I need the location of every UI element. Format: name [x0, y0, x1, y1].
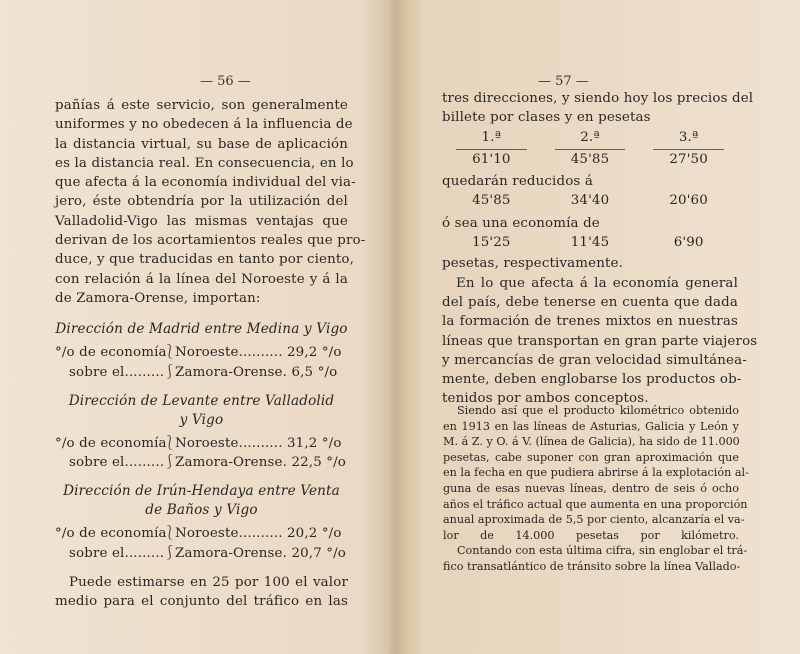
text-line: tres direcciones, y siendo hoy los precios del: [442, 91, 754, 106]
section-heading-levante: [55, 392, 348, 430]
brace-mark: ⎱: [163, 345, 177, 361]
economy-label: sobre el.........: [69, 364, 165, 380]
text-line: quedarán reducidos á: [442, 174, 593, 190]
section-heading-madrid: [55, 320, 348, 339]
savings-row: [442, 233, 738, 252]
footnote: [443, 403, 749, 575]
brace-mark: ⎱: [163, 526, 177, 542]
economy-block-irun: [55, 524, 348, 563]
note-line: en 1913 en las líneas de Asturias, Galicia y León y: [443, 419, 739, 433]
text-line: líneas que transportan en gran parte viajeros: [442, 333, 758, 349]
right-page: [400, 0, 800, 654]
section-heading-irun: [55, 482, 348, 520]
text-line: de Zamora-Orense, importan:: [55, 290, 261, 306]
economy-value: Noroeste.......... 31,2 °/o: [175, 435, 342, 451]
text-line: la distancia virtual, su base de aplicación: [55, 136, 348, 152]
heading-line: Dirección de Madrid entre Medina y Vigo: [55, 321, 348, 338]
closing-paragraph: [55, 573, 348, 612]
reduced-price: 34'40: [570, 193, 610, 209]
economy-block-levante: [55, 434, 348, 473]
reduced-price: 20'60: [669, 193, 708, 209]
page-number-right: — 57 —: [538, 74, 589, 89]
brace-mark: ⎰: [163, 364, 177, 380]
economy-label: sobre el.........: [69, 455, 165, 471]
economy-label: °/o de economía: [55, 435, 167, 451]
right-page-body: [442, 89, 758, 409]
text-line: duce, y que traducidas en tanto por ciento,: [55, 252, 355, 268]
brace-mark: ⎰: [163, 455, 177, 471]
class-header: 1.ª: [481, 129, 502, 145]
heading-line: de Baños y Vigo: [145, 502, 258, 519]
text-line: es la distancia real. En consecuencia, en lo: [55, 155, 354, 171]
saving-value: 15'25: [472, 235, 511, 251]
text-line: jero, éste obtendría por la utilización del: [55, 194, 348, 210]
current-price: 45'85: [570, 151, 610, 167]
economy-value: Noroeste.......... 20,2 °/o: [175, 526, 342, 542]
heading-line: Dirección de Irún-Hendaya entre Venta: [63, 483, 340, 500]
economy-label: sobre el.........: [69, 545, 165, 561]
text-line: Puede estimarse en 25 por 100 el valor: [69, 575, 348, 591]
heading-line: Dirección de Levante entre Valladolid: [68, 392, 335, 409]
text-line: Valladolid-Vigo las mismas ventajas que: [55, 213, 348, 229]
text-line: mente, deben englobarse los productos ob-: [442, 372, 742, 388]
text-line: ó sea una economía de: [442, 215, 600, 231]
note-line: Contando con esta última cifra, sin englobar el trá-: [457, 544, 748, 558]
reduced-price: 45'85: [472, 193, 511, 209]
text-line: tenidos por ambos conceptos.: [442, 391, 649, 407]
note-line: en la fecha en que pudiera abrirse á la explotación al-: [443, 466, 749, 480]
current-price: 27'50: [669, 151, 708, 167]
current-price: 61'10: [472, 151, 511, 167]
economy-block-madrid: [55, 343, 348, 382]
text-line: que afecta á la economía individual del via-: [55, 175, 356, 191]
saving-value: 6'90: [673, 235, 704, 251]
note-line: pesetas, cabe suponer con gran aproximación que: [443, 450, 739, 464]
text-line: uniformes y no obedecen á la influencia de: [55, 117, 353, 133]
text-line: la formación de trenes mixtos en nuestras: [442, 314, 738, 330]
saving-value: 11'45: [570, 235, 610, 251]
brace-mark: ⎱: [163, 435, 177, 451]
class-header: 2.ª: [580, 129, 600, 145]
note-line: guna de esas nuevas líneas, dentro de seis ó ocho: [443, 481, 739, 495]
reduced-price-row: [442, 191, 738, 210]
economy-value: Noroeste.......... 29,2 °/o: [175, 345, 342, 361]
text-line: En lo que afecta á la economía general: [456, 275, 738, 291]
economy-value: Zamora-Orense. 6,5 °/o: [175, 364, 338, 380]
text-line: billete por clases y en pesetas: [442, 110, 651, 126]
brace-mark: ⎰: [163, 545, 177, 561]
text-line: con relación á la línea del Noroeste y á la: [55, 271, 348, 287]
text-line: pañías á este servicio, son generalmente: [55, 98, 348, 113]
economy-value: Zamora-Orense. 20,7 °/o: [175, 545, 346, 561]
note-line: anual aproximada de 5,5 por ciento, alcanzaría el va-: [443, 513, 745, 527]
price-table: [442, 128, 738, 170]
left-page: [0, 0, 392, 654]
note-line: M. á Z. y O. á V. (línea de Galicia), ha sido de 11.000: [443, 435, 740, 449]
left-page-body: [55, 96, 366, 612]
page-number-left: — 56 —: [200, 74, 251, 89]
text-line: del país, debe tenerse en cuenta que dada: [442, 294, 738, 310]
economy-label: °/o de economía: [55, 345, 167, 361]
text-line: medio para el conjunto del tráfico en las: [55, 594, 348, 610]
note-line: fico transatlántico de tránsito sobre la línea Vallado-: [443, 559, 741, 573]
class-header: 3.ª: [678, 129, 699, 145]
text-line: y mercancías de gran velocidad simultánea-: [442, 352, 747, 368]
heading-line: y Vigo: [179, 411, 224, 428]
note-line: lor de 14.000 pesetas por kilómetro.: [443, 528, 739, 542]
note-line: años el tráfico actual que aumenta en una proporción: [443, 497, 748, 511]
economy-label: °/o de economía: [55, 526, 167, 542]
economy-value: Zamora-Orense. 22,5 °/o: [175, 455, 346, 471]
note-line: Siendo así que el producto kilométrico obtenido: [457, 404, 739, 417]
text-line: pesetas, respectivamente.: [442, 256, 624, 272]
text-line: derivan de los acortamientos reales que pro-: [55, 233, 366, 249]
